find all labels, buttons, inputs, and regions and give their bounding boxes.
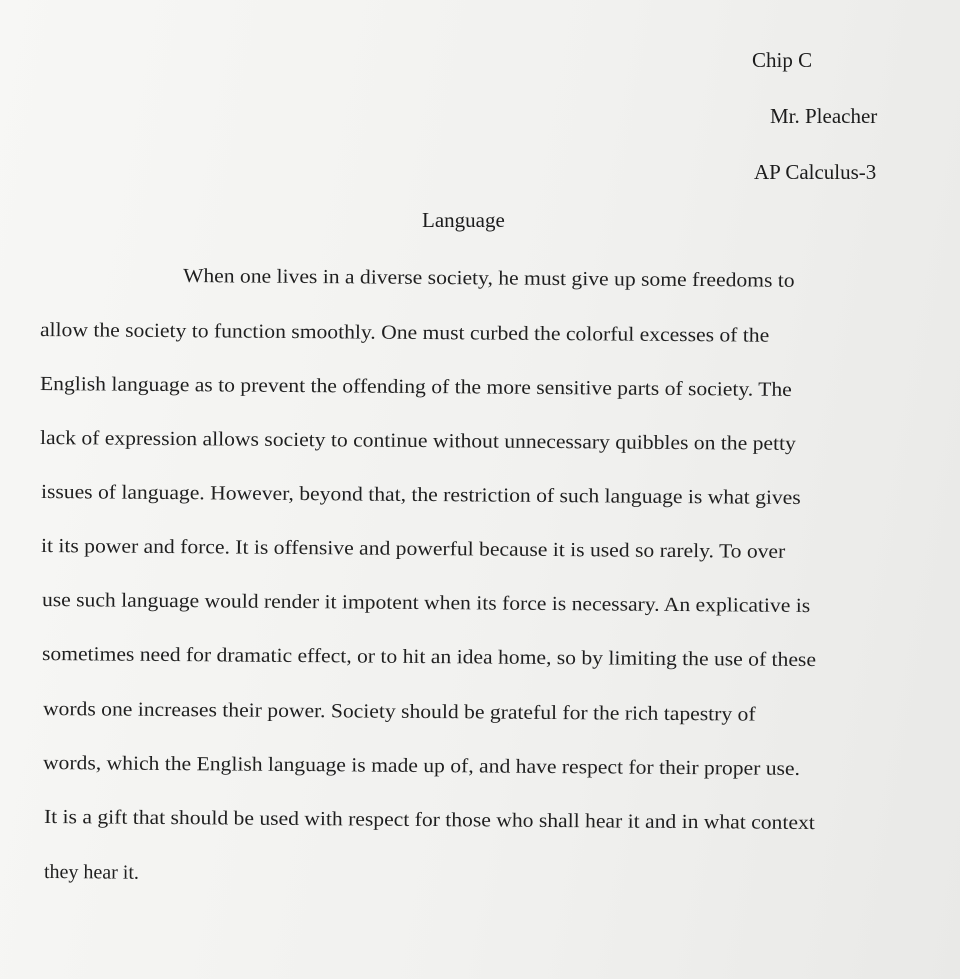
body-line: they hear it. <box>43 861 140 884</box>
body-line: it its power and force. It is offensive and powerful because it is used so rarely. To over <box>40 535 786 563</box>
body-line: use such language would render it impotent when its force is necessary. An explicative is <box>41 589 811 618</box>
body-line: English language as to prevent the offending of the more sensitive parts of society. The <box>39 373 792 401</box>
class-name: AP Calculus-3 <box>754 160 877 184</box>
body-line: allow the society to function smoothly. One must curbed the colorful excesses of the <box>39 319 770 347</box>
body-line: words one increases their power. Society should be grateful for the rich tapestry of <box>42 698 756 726</box>
essay-title: Language <box>422 208 505 232</box>
body-line: When one lives in a diverse society, he must give up some freedoms to <box>182 265 795 292</box>
body-line: sometimes need for dramatic effect, or to hit an idea home, so by limiting the use of these <box>41 643 817 672</box>
body-line: It is a gift that should be used with respect for those who shall hear it and in what context <box>43 806 815 835</box>
body-line: words, which the English language is made up of, and have respect for their proper use. <box>42 752 801 780</box>
student-name: Chip C <box>752 48 813 72</box>
teacher-name: Mr. Pleacher <box>770 104 878 128</box>
body-line: issues of language. However, beyond that, the restriction of such language is what gives <box>40 481 801 509</box>
body-line: lack of expression allows society to continue without unnecessary quibbles on the petty <box>39 427 796 455</box>
